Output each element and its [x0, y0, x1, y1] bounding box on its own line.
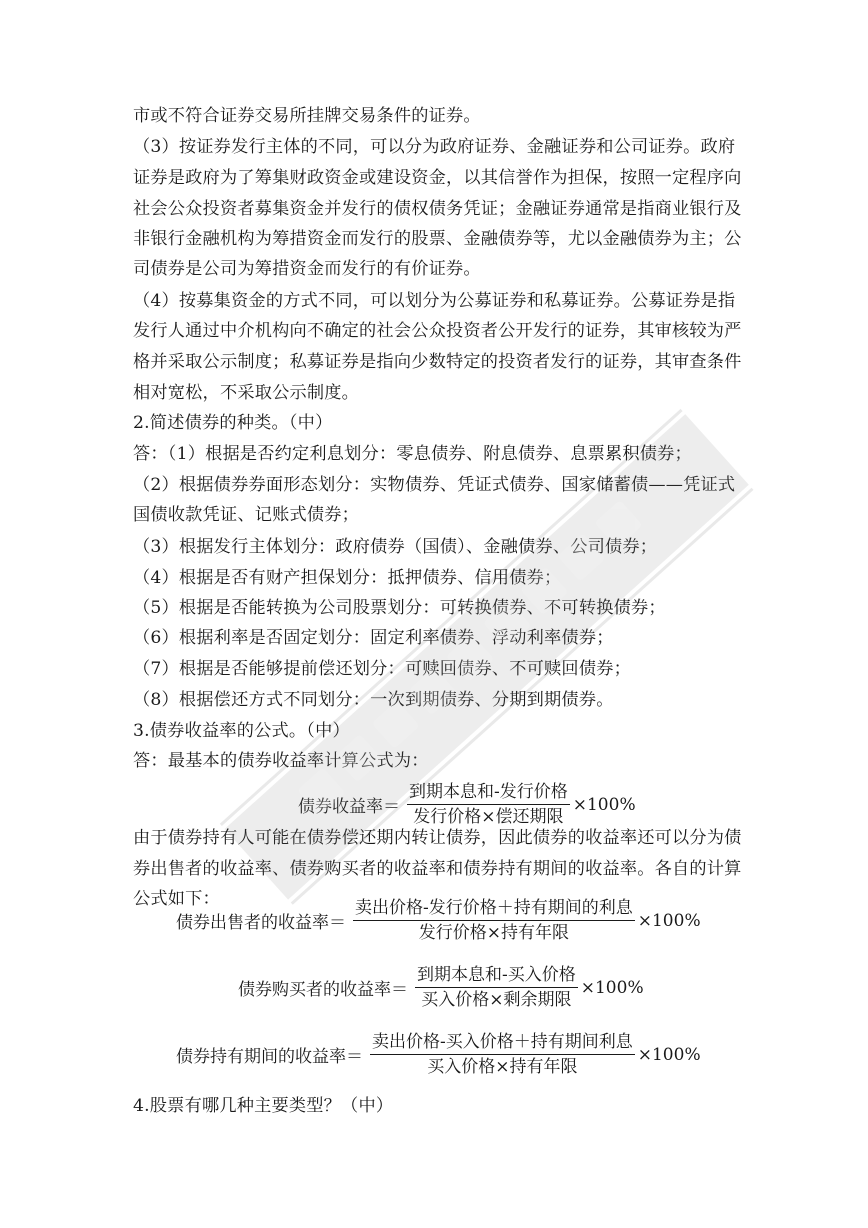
- text-line: （6）根据利率是否固定划分：固定利率债券、浮动利率债券；: [133, 628, 614, 648]
- formula-lhs: 债券收益率＝: [298, 797, 400, 817]
- text-line: 由于债券持有人可能在债券偿还期内转让债券，因此债券的收益率还可以分为债: [133, 828, 742, 848]
- text-line: 格并采取公示制度；私募证券是指向少数特定的投资者发行的证券，其审查条件: [133, 352, 742, 372]
- text-line: 证券是政府为了筹集财政资金或建设资金，以其信誉作为担保，按照一定程序向: [133, 168, 742, 188]
- text-line: 社会公众投资者募集资金并发行的债权债务凭证；金融证券通常是指商业银行及: [133, 199, 742, 219]
- formula-multiplier: ×100%: [572, 794, 636, 815]
- formula-lhs: 债券持有期间的收益率＝: [176, 1047, 363, 1067]
- formula-basic-yield: [298, 782, 636, 827]
- formula-lhs: 债券出售者的收益率＝: [176, 913, 346, 933]
- formula-denominator: 发行价格×偿还期限: [413, 807, 564, 827]
- question-heading: 4.股票有哪几种主要类型？（中）: [133, 1096, 394, 1116]
- formula-numerator: 到期本息和-买入价格: [415, 965, 578, 988]
- text-line: 发行人通过中介机构向不确定的社会公众投资者公开发行的证券，其审核较为严: [133, 321, 742, 341]
- formula-multiplier: ×100%: [637, 910, 701, 931]
- formula-denominator: 买入价格×持有年限: [427, 1057, 578, 1077]
- formula-denominator: 发行价格×持有年限: [418, 923, 569, 943]
- text-line: （2）根据债券券面形态划分：实物债券、凭证式债券、国家储蓄债——凭证式: [133, 475, 736, 495]
- formula-multiplier: ×100%: [637, 1044, 701, 1065]
- formula-holding-yield: [176, 1032, 701, 1077]
- text-line: （3）按证券发行主体的不同，可以分为政府证券、金融证券和公司证券。政府: [133, 137, 736, 157]
- text-line: 非银行金融机构为筹措资金而发行的股票、金融债券等，尤以金融债券为主；公: [133, 229, 742, 249]
- formula-numerator: 卖出价格-买入价格＋持有期间利息: [370, 1032, 635, 1055]
- formula-fraction: [353, 898, 635, 943]
- text-line: 国债收款凭证、记账式债券；: [133, 505, 360, 525]
- formula-lhs: 债券购买者的收益率＝: [238, 980, 408, 1000]
- question-heading: 2.简述债券的种类。（中）: [133, 413, 333, 433]
- formula-fraction: [407, 782, 570, 827]
- text-line: 司债券是公司为筹措资金而发行的有价证券。: [133, 259, 481, 279]
- text-line: 答：（1）根据是否约定利息划分：零息债券、附息债券、息票累积债券；: [133, 444, 692, 464]
- text-line: 公式如下：: [133, 889, 220, 909]
- text-line: 答：最基本的债券收益率计算公式为：: [133, 751, 429, 771]
- text-line: （3）根据发行主体划分：政府债券（国债）、金融债券、公司债券；: [133, 537, 658, 557]
- text-line: 券出售者的收益率、债券购买者的收益率和债券持有期间的收益率。各自的计算: [133, 859, 742, 879]
- text-line: （5）根据是否能转换为公司股票划分：可转换债券、不可转换债券；: [133, 598, 666, 618]
- formula-numerator: 到期本息和-发行价格: [407, 782, 570, 805]
- question-heading: 3.债券收益率的公式。（中）: [133, 721, 350, 741]
- formula-numerator: 卖出价格-发行价格＋持有期间的利息: [353, 898, 635, 921]
- formula-buyer-yield: [238, 965, 644, 1010]
- text-line: 市或不符合证券交易所挂牌交易条件的证券。: [133, 106, 481, 126]
- text-line: 相对宽松，不采取公示制度。: [133, 383, 360, 403]
- text-line: （4）根据是否有财产担保划分：抵押债券、信用债券；: [133, 568, 562, 588]
- formula-multiplier: ×100%: [580, 977, 644, 998]
- formula-fraction: [370, 1032, 635, 1077]
- text-line: （8）根据偿还方式不同划分：一次到期债券、分期到期债券。: [133, 690, 614, 710]
- formula-seller-yield: [176, 898, 701, 943]
- text-line: （7）根据是否能够提前偿还划分：可赎回债券、不可赎回债券；: [133, 659, 631, 679]
- formula-denominator: 买入价格×剩余期限: [421, 990, 572, 1010]
- formula-fraction: [415, 965, 578, 1010]
- text-line: （4）按募集资金的方式不同，可以划分为公募证券和私募证券。公募证券是指: [133, 291, 736, 311]
